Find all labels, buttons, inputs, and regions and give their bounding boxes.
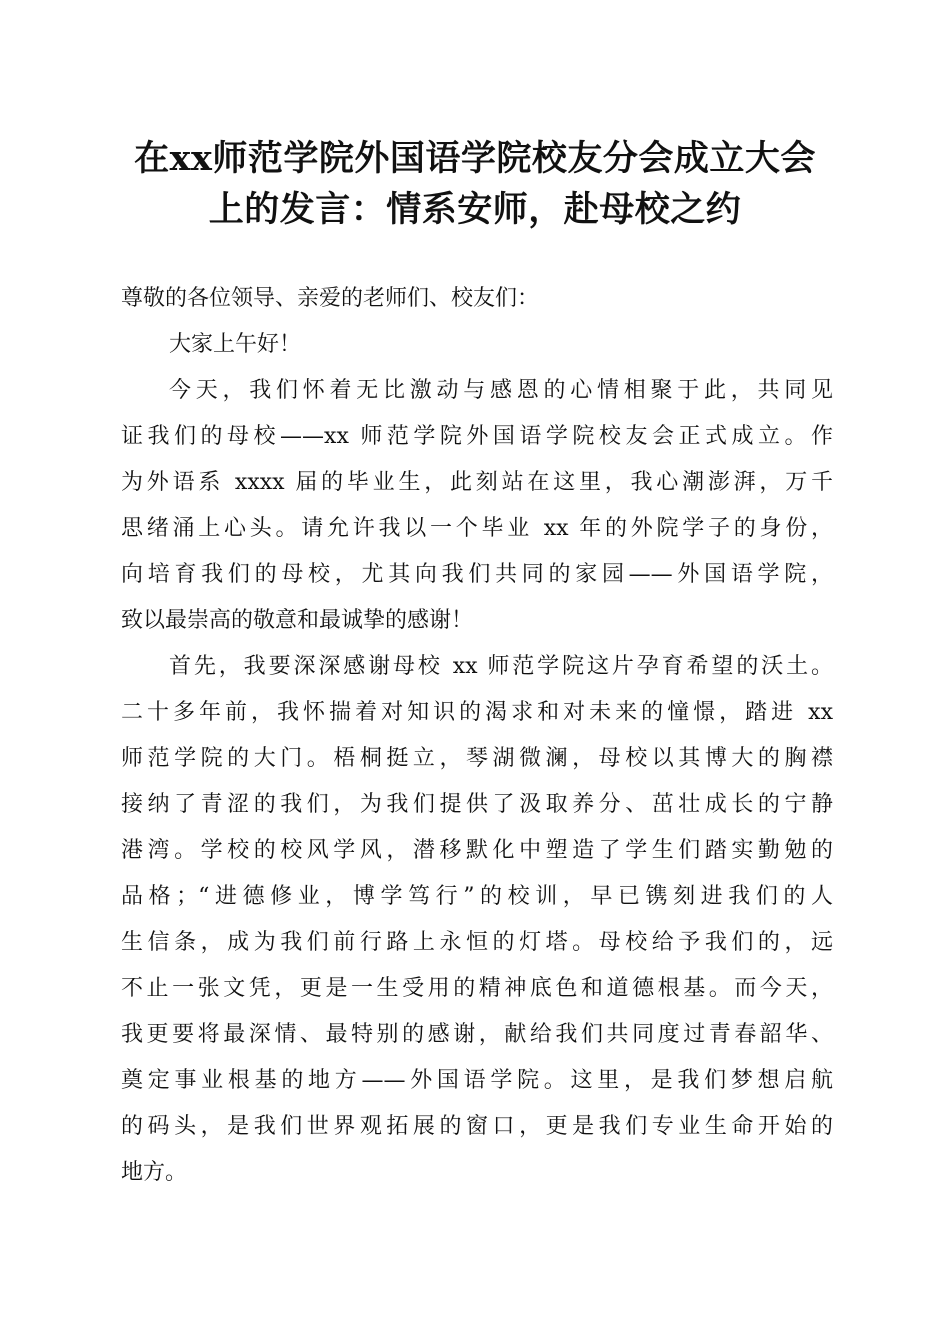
greeting-line: 大家上午好！: [169, 332, 302, 357]
paragraph-2-line: 的码头，是我们世界观拓展的窗口，更是我们专业生命开始的: [121, 1114, 833, 1139]
paragraph-2-line: 地方。: [121, 1160, 188, 1185]
paragraph-1-line: 为外语系 xxxx 届的毕业生，此刻站在这里，我心潮澎湃，万千: [121, 470, 833, 495]
title-line-1: 在xx师范学院外国语学院校友分会成立大会: [134, 138, 816, 179]
paragraph-2-line: 接纳了青涩的我们，为我们提供了汲取养分、茁壮成长的宁静: [121, 792, 833, 817]
paragraph-1-line: 思绪涌上心头。请允许我以一个毕业 xx 年的外院学子的身份，: [121, 516, 833, 541]
paragraph-2-line: 品格；“进德修业，博学笃行”的校训，早已镌刻进我们的人: [121, 884, 833, 909]
paragraph-2-line: 港湾。学校的校风学风，潜移默化中塑造了学生们踏实勤勉的: [121, 838, 833, 863]
paragraph-1-line: 今天，我们怀着无比激动与感恩的心情相聚于此，共同见: [169, 378, 833, 403]
title-line-2: 上的发言：情系安师，赴母校之约: [208, 189, 742, 230]
salutation-line: 尊敬的各位领导、亲爱的老师们、校友们：: [121, 286, 540, 311]
paragraph-1-line: 致以最崇高的敬意和最诚挚的感谢！: [121, 608, 474, 633]
paragraph-2-line: 我更要将最深情、最特别的感谢，献给我们共同度过青春韶华、: [121, 1022, 833, 1047]
document-title: [120, 133, 830, 235]
paragraph-1-line: 证我们的母校——xx 师范学院外国语学院校友会正式成立。作: [121, 424, 833, 449]
paragraph-2-line: 师范学院的大门。梧桐挺立，琴湖微澜，母校以其博大的胸襟: [121, 746, 833, 771]
document-body: [121, 276, 833, 1196]
paragraph-2-line: 不止一张文凭，更是一生受用的精神底色和道德根基。而今天，: [121, 976, 833, 1001]
paragraph-2-line: 首先，我要深深感谢母校 xx 师范学院这片孕育希望的沃土。: [169, 654, 833, 679]
paragraph-2-line: 奠定事业根基的地方——外国语学院。这里，是我们梦想启航: [121, 1068, 833, 1093]
paragraph-2-line: 二十多年前，我怀揣着对知识的渴求和对未来的憧憬，踏进 xx: [121, 700, 833, 725]
paragraph-2-line: 生信条，成为我们前行路上永恒的灯塔。母校给予我们的，远: [121, 930, 833, 955]
paragraph-1-line: 向培育我们的母校，尤其向我们共同的家园——外国语学院，: [121, 562, 833, 587]
